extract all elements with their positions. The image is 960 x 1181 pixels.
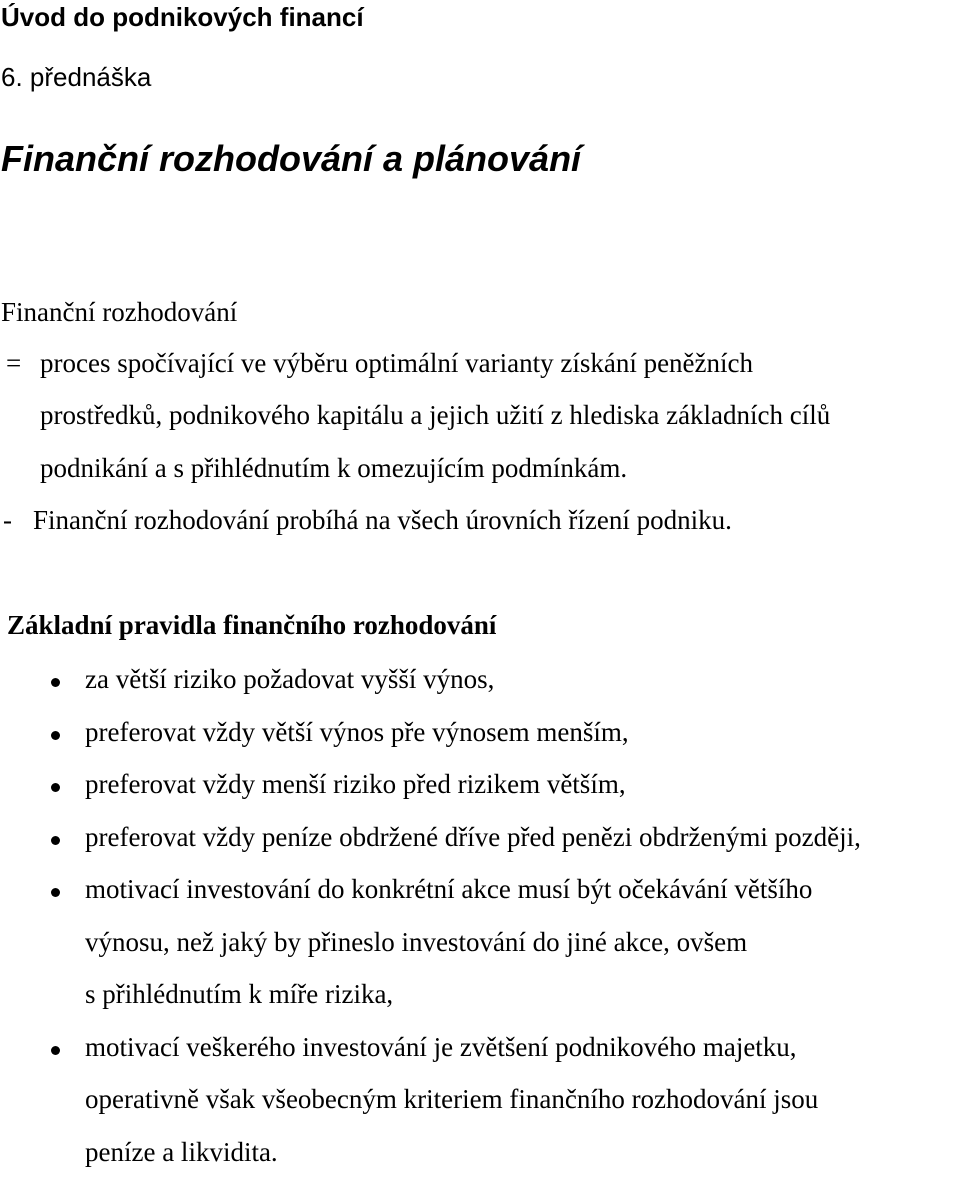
course-title: Úvod do podnikových financí (1, 2, 364, 32)
rule-item-line: preferovat vždy peníze obdržené dříve před penězi obdrženými později, (85, 821, 861, 852)
rule-item-line: výnosu, než jaký by přineslo investování do jiné akce, ovšem (85, 926, 748, 957)
definition-line: podnikání a s přihlédnutím k omezujícím podmínkám. (40, 453, 628, 483)
rule-item-line: motivací veškerého investování je zvětšení podnikového majetku, (85, 1031, 797, 1062)
bullet-icon (51, 783, 60, 792)
rule-item-line: motivací investování do konkrétní akce musí být očekávání většího (85, 874, 813, 904)
definition-line: prostředků, podnikového kapitálu a jejich užití z hlediska základních cílů (40, 400, 831, 430)
section-heading-financial-decision: Finanční rozhodování (1, 297, 238, 327)
rule-item-line: operativně však všeobecným kriteriem finančního rozhodování jsou (85, 1084, 819, 1114)
rule-item-line: peníze a likvidita. (85, 1136, 278, 1167)
definition-line: proces spočívající ve výběru optimální varianty získání peněžních (40, 348, 754, 378)
bullet-icon (51, 1046, 60, 1055)
rule-item-line: preferovat vždy větší výnos pře výnosem menším, (85, 716, 629, 747)
note-text: Finanční rozhodování probíhá na všech úrovních řízení podniku. (33, 505, 732, 535)
bullet-icon (51, 678, 60, 687)
rule-item-line: s přihlédnutím k míře rizika, (85, 979, 394, 1009)
lecture-number: 6. přednáška (1, 62, 152, 92)
note-dash: - (3, 505, 12, 535)
rule-item-line: preferovat vždy menší riziko před rizikem větším, (85, 769, 626, 799)
definition-symbol: = (6, 348, 22, 378)
bullet-icon (51, 836, 60, 845)
main-title: Finanční rozhodování a plánování (1, 138, 582, 179)
section-heading-basic-rules: Základní pravidla finančního rozhodování (7, 610, 497, 640)
bullet-icon (51, 731, 60, 740)
rule-item-line: za větší riziko požadovat vyšší výnos, (85, 664, 495, 694)
bullet-icon (51, 888, 60, 897)
